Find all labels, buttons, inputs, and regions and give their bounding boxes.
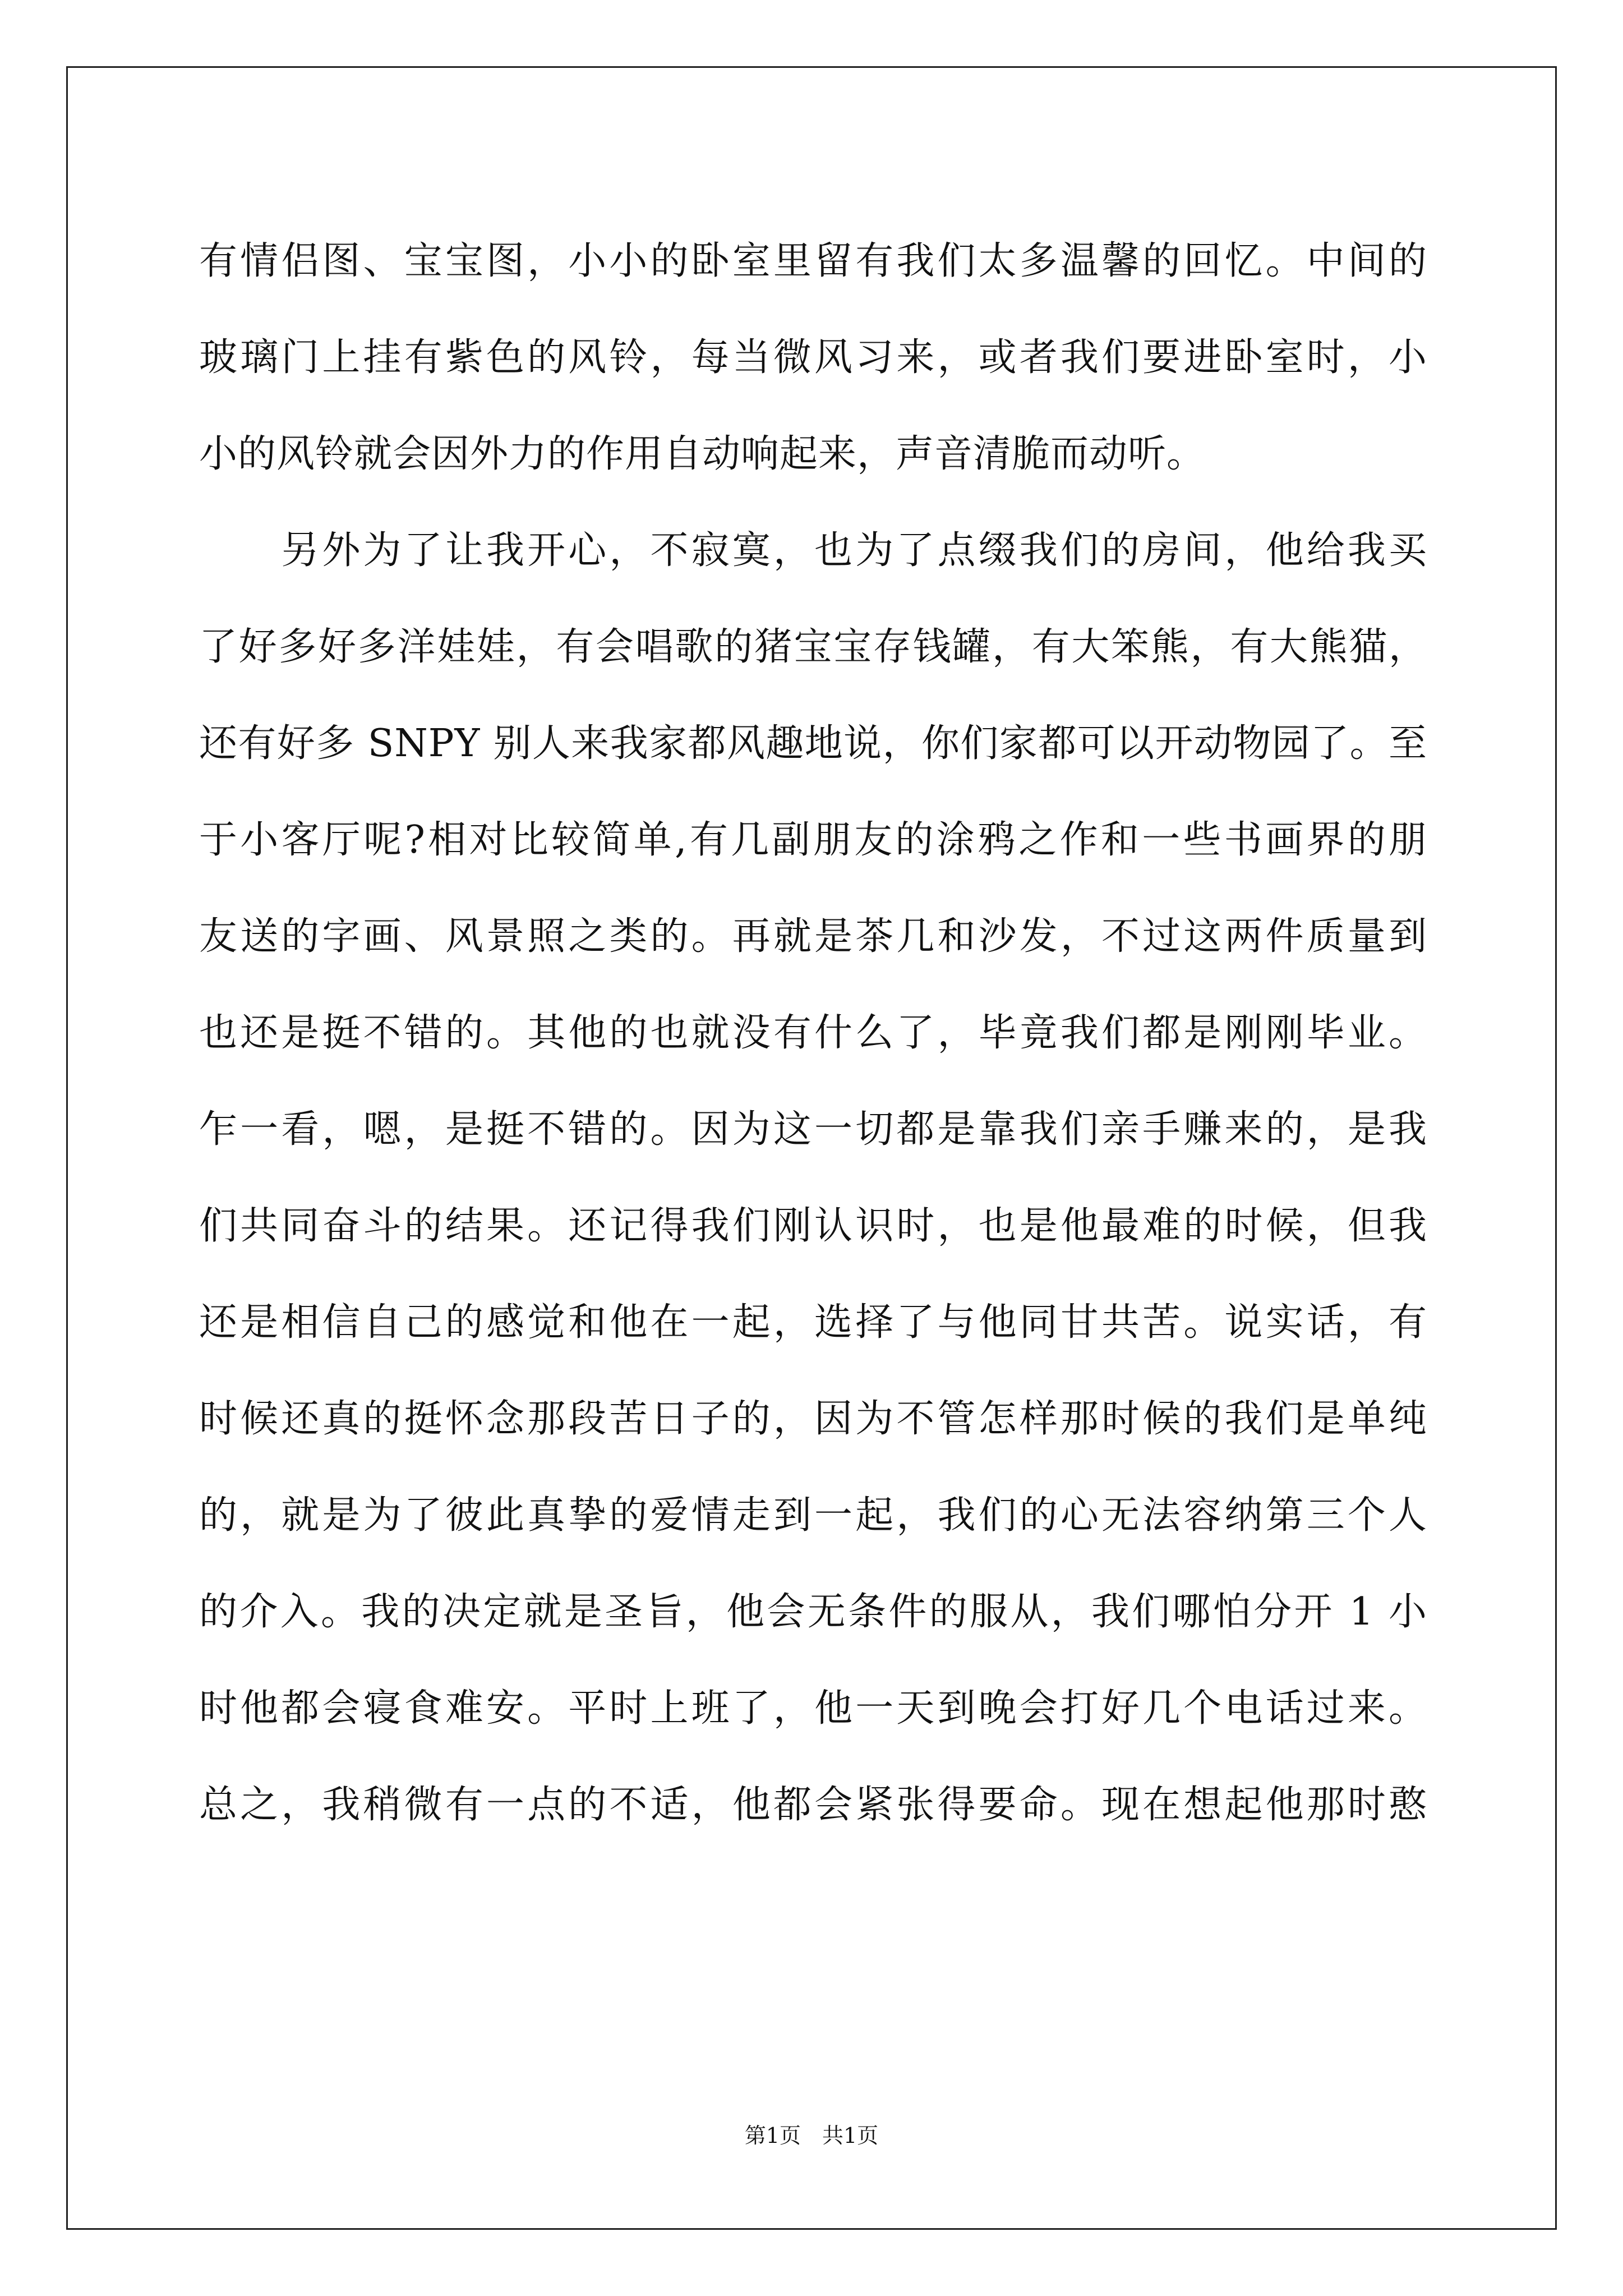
text-line: 也还是挺不错的。其他的也就没有什么了，毕竟我们都是刚刚毕业。 [199,1011,1427,1055]
text-line: 总之，我稍微有一点的不适，他都会紧张得要命。现在想起他那时憨 [199,1783,1427,1827]
text-line: 另外为了让我开心，不寂寞，也为了点缀我们的房间，他给我买 [199,528,1427,573]
text-line: 们共同奋斗的结果。还记得我们刚认识时，也是他最难的时候，但我 [199,1204,1427,1248]
document-body [199,213,1427,1853]
text-line: 还是相信自己的感觉和他在一起，选择了与他同甘共苦。说实话，有 [199,1300,1427,1345]
page-number-footer: 第1页 共1页 [744,2123,879,2148]
text-line: 小的风铃就会因外力的作用自动响起来，声音清脆而动听。 [199,432,1206,476]
text-line: 友送的字画、风景照之类的。再就是茶几和沙发，不过这两件质量到 [199,914,1427,959]
text-line: 于小客厅呢?相对比较简单,有几副朋友的涂鸦之作和一些书画界的朋 [199,818,1427,862]
text-line: 的，就是为了彼此真挚的爱情走到一起，我们的心无法容纳第三个人 [199,1493,1427,1538]
text-line: 乍一看，嗯，是挺不错的。因为这一切都是靠我们亲手赚来的，是我 [199,1107,1427,1152]
text-line: 还有好多 SNPY 别人来我家都风趣地说，你们家都可以开动物园了。至 [199,721,1427,766]
text-line: 玻璃门上挂有紫色的风铃，每当微风习来，或者我们要进卧室时，小 [199,335,1427,380]
text-line: 的介入。我的决定就是圣旨，他会无条件的服从，我们哪怕分开 1 小 [199,1590,1427,1634]
text-line: 时他都会寝食难安。平时上班了，他一天到晚会打好几个电话过来。 [199,1686,1427,1731]
text-line: 了好多好多洋娃娃，有会唱歌的猪宝宝存钱罐，有大笨熊，有大熊猫， [199,625,1427,669]
text-line: 时候还真的挺怀念那段苦日子的，因为不管怎样那时候的我们是单纯 [199,1397,1427,1441]
text-line: 有情侣图、宝宝图，小小的卧室里留有我们太多温馨的回忆。中间的 [199,239,1427,283]
